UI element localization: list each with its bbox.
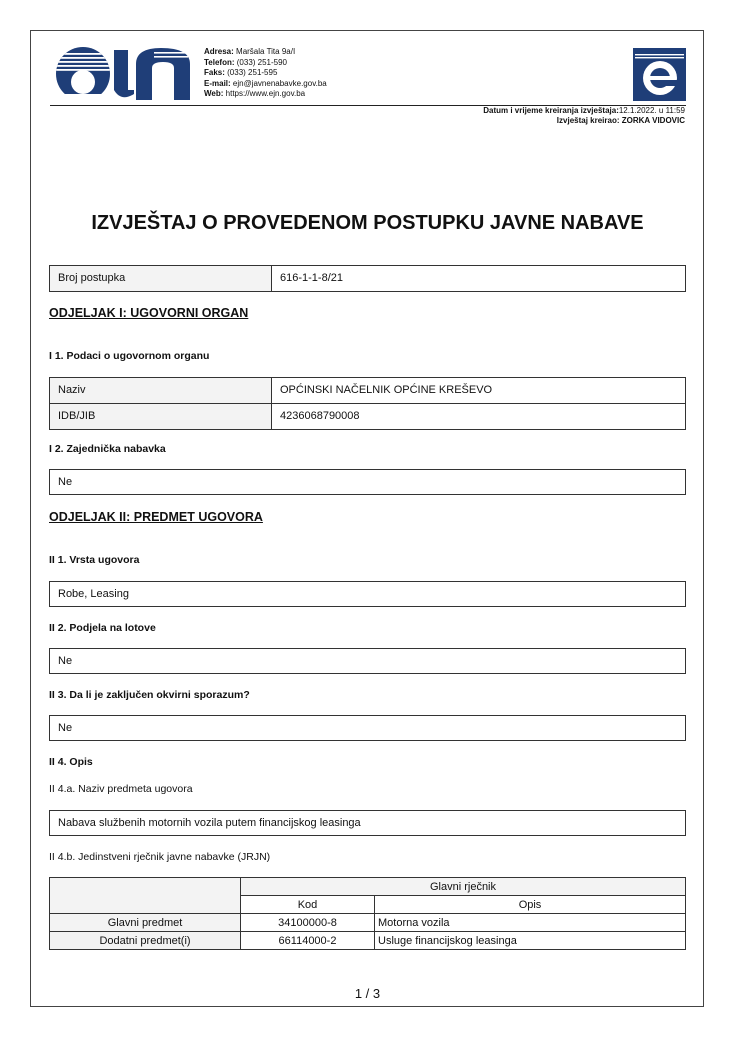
i2-value: Ne <box>49 469 686 495</box>
section-1-title: ODJELJAK I: UGOVORNI ORGAN <box>49 306 249 320</box>
table-row <box>50 932 686 950</box>
ejn-logo <box>54 44 192 102</box>
ii2-title: II 2. Podjela na lotove <box>49 622 156 634</box>
authority-id-value: 4236068790008 <box>280 410 360 422</box>
jrjn-row-code: 34100000-8 <box>241 914 375 932</box>
email-line: E-mail: ejn@javnenabavke.gov.ba <box>204 78 327 88</box>
e-logo <box>633 48 686 101</box>
i1-title: I 1. Podaci o ugovornom organu <box>49 350 210 362</box>
procedure-number-table <box>49 265 686 292</box>
created-line: Datum i vrijeme kreiranja izvještaja:12.1.2022. u 11:59 <box>483 106 685 115</box>
ii4a-value: Nabava službenih motornih vozila putem financijskog leasinga <box>49 810 686 836</box>
jrjn-group-header: Glavni rječnik <box>241 878 686 896</box>
jrjn-table <box>49 877 686 950</box>
jrjn-row-desc: Usluge financijskog leasinga <box>375 932 686 950</box>
ii3-value: Ne <box>49 715 686 741</box>
ii4b-title: II 4.b. Jedinstveni rječnik javne nabavke (JRJN) <box>49 851 271 863</box>
page-number: 1 / 3 <box>354 986 381 1001</box>
ii1-title: II 1. Vrsta ugovora <box>49 554 140 566</box>
ii1-value: Robe, Leasing <box>49 581 686 607</box>
fax-line: Faks: (033) 251-595 <box>204 68 278 77</box>
procedure-label: Broj postupka <box>50 266 272 291</box>
section-2-title: ODJELJAK II: PREDMET UGOVORA <box>49 510 263 524</box>
authority-table <box>49 377 686 430</box>
jrjn-row-label: Dodatni predmet(i) <box>50 932 241 950</box>
jrjn-corner-cell <box>50 878 241 914</box>
authority-id-row <box>50 403 685 429</box>
ii3-title: II 3. Da li je zaključen okvirni sporazum? <box>49 689 250 701</box>
jrjn-header-row-1 <box>50 878 686 896</box>
authority-name-label: Naziv <box>50 378 272 403</box>
contact-info <box>204 47 327 100</box>
ii4-title: II 4. Opis <box>49 756 93 768</box>
address-line: Adresa: Maršala Tita 9a/I <box>204 47 296 56</box>
authority-name-value: OPĆINSKI NAČELNIK OPĆINE KREŠEVO <box>280 384 493 396</box>
procedure-row <box>50 266 685 291</box>
procedure-value: 616-1-1-8/21 <box>280 272 343 284</box>
web-line: Web: https://www.ejn.gov.ba <box>204 89 306 98</box>
author-line: Izvještaj kreirao: ZORKA VIDOVIC <box>556 116 685 125</box>
jrjn-code-header: Kod <box>241 896 375 914</box>
jrjn-row-label: Glavni predmet <box>50 914 241 932</box>
i2-title: I 2. Zajednička nabavka <box>49 443 166 455</box>
jrjn-row-code: 66114000-2 <box>241 932 375 950</box>
report-meta <box>483 106 685 126</box>
jrjn-row-desc: Motorna vozila <box>375 914 686 932</box>
jrjn-desc-header: Opis <box>375 896 686 914</box>
ii4a-title: II 4.a. Naziv predmeta ugovora <box>49 783 193 795</box>
phone-line: Telefon: (033) 251-590 <box>204 57 288 67</box>
table-row <box>50 914 686 932</box>
authority-id-label: IDB/JIB <box>50 404 272 429</box>
ii2-value: Ne <box>49 648 686 674</box>
document-title: IZVJEŠTAJ O PROVEDENOM POSTUPKU JAVNE NABAVE <box>91 212 644 234</box>
authority-name-row <box>50 378 685 403</box>
